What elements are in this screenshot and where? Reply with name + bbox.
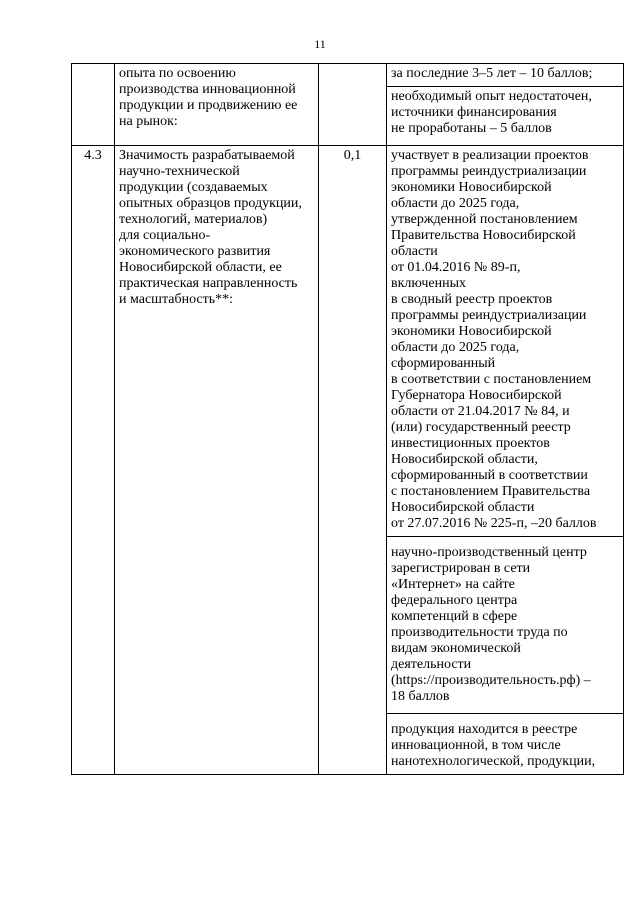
- score-line: Правительства Новосибирской: [391, 228, 576, 243]
- criterion-line: для социально-: [119, 228, 211, 243]
- score-line: экономики Новосибирской: [391, 324, 552, 339]
- criterion-line: продукции и продвижению ее: [119, 98, 298, 113]
- score-line: производительности труда по: [391, 625, 568, 640]
- criterion-line: на рынок:: [119, 114, 178, 129]
- criterion-line: опытных образцов продукции,: [119, 196, 302, 211]
- score-cell: [387, 87, 624, 146]
- criterion-line: производства инновационной: [119, 82, 296, 97]
- score-line: необходимый опыт недостаточен,: [391, 89, 592, 104]
- score-line: научно-производственный центр: [391, 545, 587, 560]
- criterion-line: продукции (создаваемых: [119, 180, 268, 195]
- score-line: за последние 3–5 лет – 10 баллов;: [391, 66, 593, 81]
- score-line: 18 баллов: [391, 689, 450, 704]
- score-line: области до 2025 года,: [391, 340, 520, 355]
- score-line: видам экономической: [391, 641, 521, 656]
- criterion-line: Значимость разрабатываемой: [119, 148, 295, 163]
- page-number: 11: [314, 37, 326, 51]
- criterion-line: научно-технической: [119, 164, 240, 179]
- score-line: в соответствии с постановлением: [391, 372, 592, 387]
- score-line: Новосибирской области,: [391, 452, 538, 467]
- score-line: включенных: [391, 276, 466, 291]
- score-line: инвестиционных проектов: [391, 436, 550, 451]
- score-line: от 01.04.2016 № 89-п,: [391, 260, 521, 275]
- score-line: области до 2025 года,: [391, 196, 520, 211]
- score-cell: [387, 714, 624, 775]
- score-line: от 27.07.2016 № 225-п, –20 баллов: [391, 516, 597, 531]
- score-line: (или) государственный реестр: [391, 420, 571, 435]
- criterion-cell: [115, 64, 319, 146]
- score-line: зарегистрирован в сети: [391, 561, 531, 576]
- score-line: (https://производительность.рф) –: [391, 673, 591, 688]
- weight-cell: [319, 64, 387, 146]
- score-line: «Интернет» на сайте: [391, 577, 515, 592]
- table-row: [72, 64, 624, 87]
- score-line: компетенций в сфере: [391, 609, 518, 624]
- row-number-cell: [72, 64, 115, 146]
- criteria-table: [71, 63, 624, 775]
- score-cell: [387, 64, 624, 87]
- score-line: утвержденной постановлением: [391, 212, 578, 227]
- criterion-line: и масштабность**:: [119, 292, 234, 307]
- criterion-line: опыта по освоению: [119, 66, 236, 81]
- criterion-line: Новосибирской области, ее: [119, 260, 282, 275]
- criterion-line: технологий, материалов): [119, 212, 268, 227]
- score-line: сформированный в соответствии: [391, 468, 588, 483]
- score-line: программы реиндустриализации: [391, 164, 587, 179]
- score-line: не проработаны – 5 баллов: [391, 121, 552, 136]
- score-line: участвует в реализации проектов: [391, 148, 589, 163]
- score-line: в сводный реестр проектов: [391, 292, 553, 307]
- criterion-line: экономического развития: [119, 244, 271, 259]
- score-line: Губернатора Новосибирской: [391, 388, 562, 403]
- score-line: Новосибирской области: [391, 500, 535, 515]
- weight-cell: 0,1: [319, 146, 387, 775]
- score-line: деятельности: [391, 657, 472, 672]
- score-cell: [387, 146, 624, 537]
- score-line: федерального центра: [391, 593, 518, 608]
- score-line: нанотехнологической, продукции,: [391, 754, 596, 769]
- score-line: области: [391, 244, 438, 259]
- score-line: программы реиндустриализации: [391, 308, 587, 323]
- row-number-cell: 4.3: [72, 146, 115, 775]
- score-line: экономики Новосибирской: [391, 180, 552, 195]
- score-line: продукция находится в реестре: [391, 722, 578, 737]
- score-line: источники финансирования: [391, 105, 557, 120]
- score-line: инновационной, в том числе: [391, 738, 561, 753]
- table-row: [72, 146, 624, 537]
- criterion-line: практическая направленность: [119, 276, 298, 291]
- criterion-cell: [115, 146, 319, 775]
- score-line: с постановлением Правительства: [391, 484, 591, 499]
- score-line: сформированный: [391, 356, 496, 371]
- score-cell: [387, 537, 624, 714]
- score-line: области от 21.04.2017 № 84, и: [391, 404, 570, 419]
